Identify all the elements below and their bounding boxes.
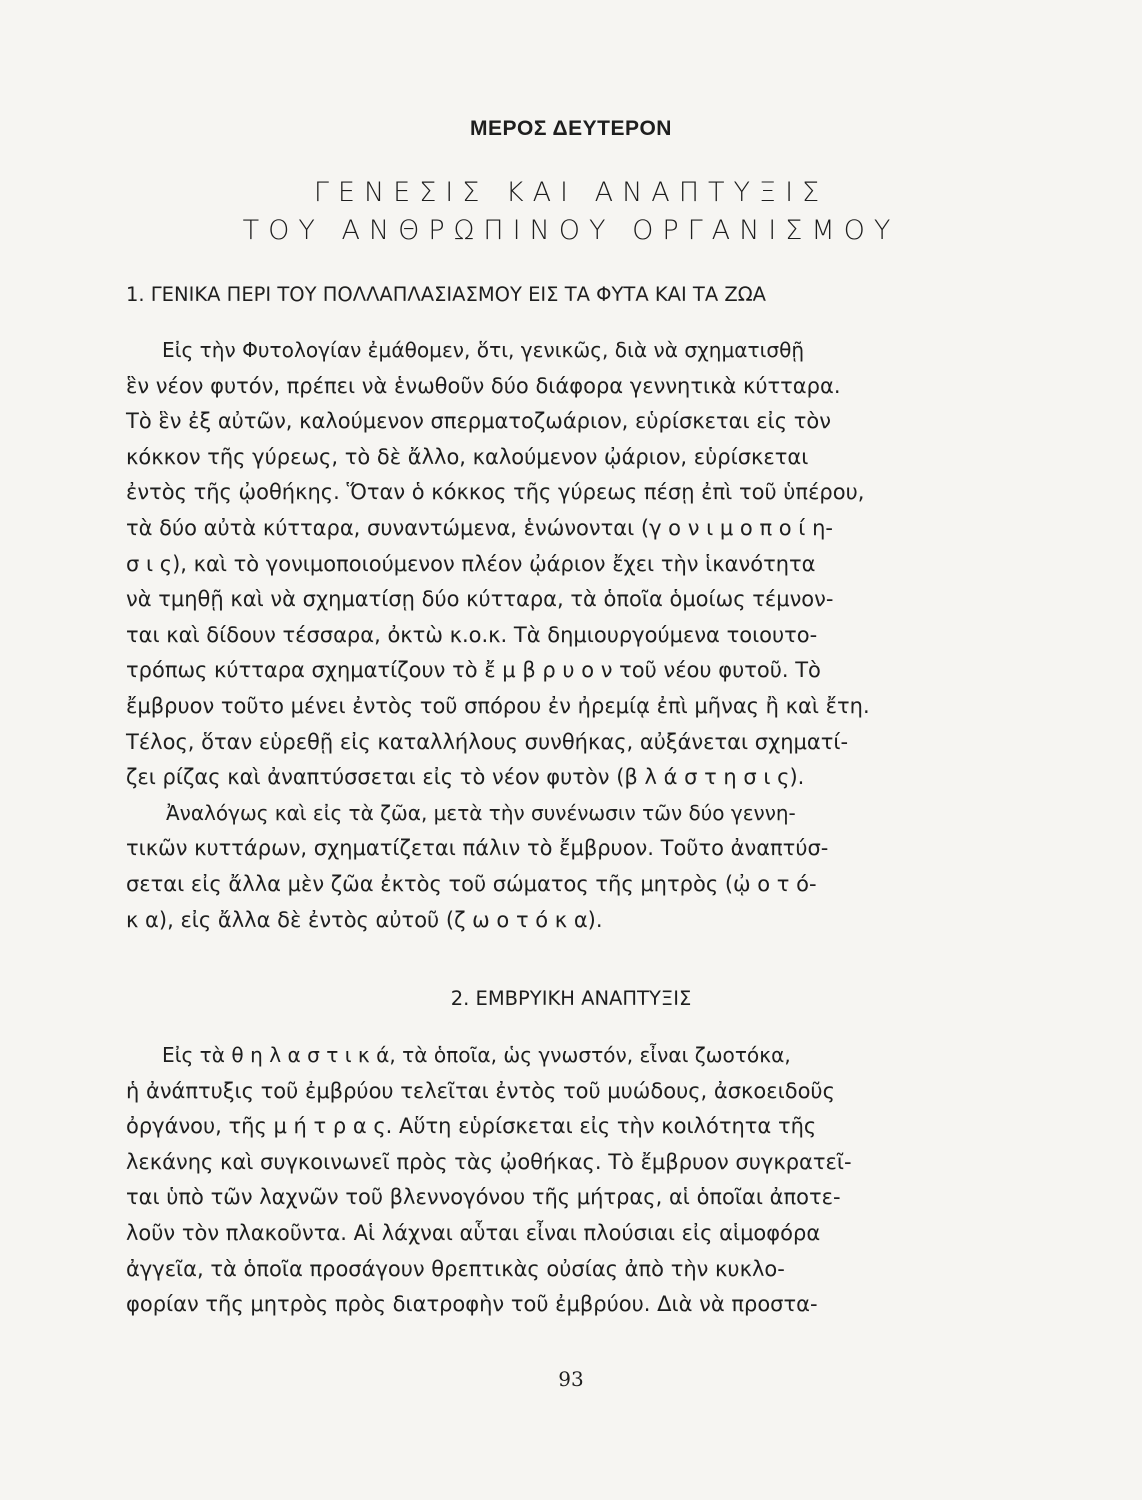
part-heading: ΜΕΡΟΣ ΔΕΥΤΕΡΟΝ	[470, 117, 672, 140]
text-line: κ α), εἰς ἄλλα δὲ ἐντὸς αὐτοῦ (ζ ω ο τ ό κ α).	[126, 907, 603, 932]
text-line: σεται εἰς ἄλλα μὲν ζῶα ἐκτὸς τοῦ σώματος τῆς μητρὸς (ᾠ ο τ ό-	[126, 872, 817, 896]
text-line: Εἰς τὴν Φυτολογίαν ἐμάθομεν, ὅτι, γενικῶς, διὰ νὰ σχηματισθῇ	[162, 338, 805, 362]
text-line: Τέλος, ὅταν εὑρεθῇ εἰς καταλλήλους συνθήκας, αὐξάνεται σχηματί-	[126, 729, 849, 754]
text-line: ἓν νέον φυτόν, πρέπει νὰ ἑνωθοῦν δύο διάφορα γεννητικὰ κύτταρα.	[126, 373, 841, 398]
text-line: ἀγγεῖα, τὰ ὁποῖα προσάγουν θρεπτικὰς οὐσίας ἀπὸ τὴν κυκλο-	[126, 1256, 785, 1281]
text-line: Τὸ ἓν ἐξ αὐτῶν, καλούμενον σπερματοζωάριον, εὑρίσκεται εἰς τὸν	[126, 409, 831, 434]
text-line: ται ὑπὸ τῶν λαχνῶν τοῦ βλεννογόνου τῆς μήτρας, αἱ ὁποῖαι ἀποτε-	[126, 1185, 841, 1210]
page-number: 93	[558, 1367, 584, 1391]
text-line: τρόπως κύτταρα σχηματίζουν τὸ ἔ μ β ρ υ ο ν τοῦ νέου φυτοῦ. Τὸ	[126, 658, 821, 683]
text-line: ἡ ἀνάπτυξις τοῦ ἐμβρύου τελεῖται ἐντὸς τοῦ μυώδους, ἀσκοειδοῦς	[126, 1078, 835, 1103]
text-line: Εἰς τὰ θ η λ α σ τ ι κ ά, τὰ ὁποῖα, ὡς γνωστόν, εἶναι ζωοτόκα,	[162, 1043, 791, 1067]
text-line: φορίαν τῆς μητρὸς πρὸς διατροφὴν τοῦ ἐμβρύου. Διὰ νὰ προστα-	[126, 1292, 818, 1317]
text-line: ζει ρίζας καὶ ἀναπτύσσεται εἰς τὸ νέον φυτὸν (β λ ά σ τ η σ ι ς).	[126, 765, 805, 790]
chapter-title-line-2: ΤΟΥ ΑΝΘΡΩΠΙΝΟΥ ΟΡΓΑΝΙΣΜΟΥ	[242, 215, 900, 246]
text-line: λεκάνης καὶ συγκοινωνεῖ πρὸς τὰς ᾠοθήκας. Τὸ ἔμβρυον συγκρατεῖ-	[126, 1149, 852, 1174]
text-line: ται καὶ δίδουν τέσσαρα, ὀκτὼ κ.ο.κ. Τὰ δημιουργούμενα τοιουτο-	[126, 622, 818, 647]
text-line: τὰ δύο αὐτὰ κύτταρα, συναντώμενα, ἑνώνονται (γ ο ν ι μ ο π ο ί η-	[126, 516, 833, 540]
text-line: σ ι ς), καὶ τὸ γονιμοποιούμενον πλέον ᾠάριον ἔχει τὴν ἱκανότητα	[126, 551, 816, 576]
text-line: κόκκον τῆς γύρεως, τὸ δὲ ἄλλο, καλούμενον ᾠάριον, εὑρίσκεται	[126, 444, 809, 469]
chapter-title-line-1: ΓΕΝΕΣΙΣ ΚΑΙ ΑΝΑΠΤΥΞΙΣ	[313, 177, 829, 208]
text-line: ὀργάνου, τῆς μ ή τ ρ α ς. Αὕτη εὑρίσκεται εἰς τὴν κοιλότητα τῆς	[126, 1114, 817, 1139]
text-line: τικῶν κυττάρων, σχηματίζεται πάλιν τὸ ἔμβρυον. Τοῦτο ἀναπτύσ-	[126, 836, 829, 861]
section-1-heading: 1. ΓΕΝΙΚΑ ΠΕΡΙ ΤΟΥ ΠΟΛΛΑΠΛΑΣΙΑΣΜΟΥ ΕΙΣ ΤΑ ΦΥΤΑ ΚΑΙ ΤΑ ΖΩΑ	[126, 283, 766, 306]
text-line: ἐντὸς τῆς ᾠοθήκης. Ὅταν ὁ κόκκος τῆς γύρεως πέσῃ ἐπὶ τοῦ ὑπέρου,	[126, 480, 865, 505]
text-line: ἔμβρυον τοῦτο μένει ἐντὸς τοῦ σπόρου ἐν ἠρεμίᾳ ἐπὶ μῆνας ἢ καὶ ἔτη.	[126, 694, 870, 718]
section-2-heading: 2. ΕΜΒΡΥΙΚΗ ΑΝΑΠΤΥΞΙΣ	[450, 987, 692, 1010]
text-line: Ἀναλόγως καὶ εἰς τὰ ζῶα, μετὰ τὴν συνένωσιν τῶν δύο γεννη-	[166, 800, 796, 825]
text-line: λοῦν τὸν πλακοῦντα. Αἱ λάχναι αὗται εἶναι πλούσιαι εἰς αἱμοφόρα	[126, 1221, 821, 1245]
text-line: νὰ τμηθῇ καὶ νὰ σχηματίσῃ δύο κύτταρα, τὰ ὁποῖα ὁμοίως τέμνον-	[126, 587, 834, 612]
